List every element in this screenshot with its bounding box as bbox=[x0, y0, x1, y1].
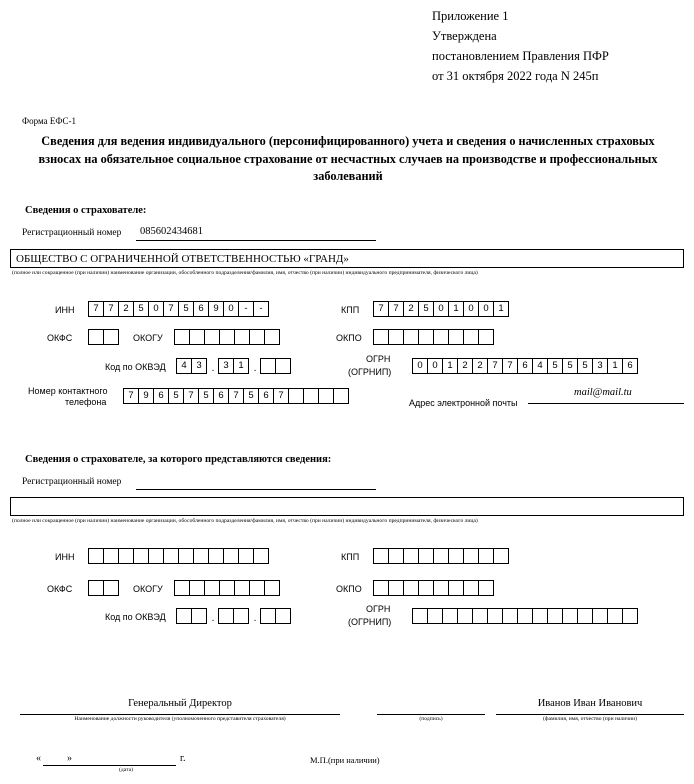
input-cell[interactable] bbox=[457, 608, 473, 624]
signature-rule bbox=[377, 714, 485, 715]
date-year-suffix: г. bbox=[180, 753, 186, 764]
okved-label-2: Код по ОКВЭД bbox=[105, 612, 166, 622]
input-cell[interactable] bbox=[517, 608, 533, 624]
input-cell[interactable] bbox=[403, 329, 419, 345]
input-cell[interactable] bbox=[288, 388, 304, 404]
input-cell[interactable] bbox=[487, 608, 503, 624]
okved-cells-1[interactable] bbox=[176, 358, 291, 374]
input-cell[interactable] bbox=[442, 608, 458, 624]
input-cell[interactable] bbox=[193, 548, 209, 564]
inn-label-2: ИНН bbox=[55, 552, 75, 562]
input-cell[interactable] bbox=[233, 608, 249, 624]
okved-label-1: Код по ОКВЭД bbox=[105, 362, 166, 372]
ogrn-label-2-line1: ОГРН bbox=[366, 604, 391, 614]
input-cell[interactable] bbox=[174, 580, 190, 596]
input-cell[interactable]: 7 bbox=[88, 301, 104, 317]
okfs-label-2: ОКФС bbox=[47, 584, 73, 594]
approval-block bbox=[432, 6, 609, 86]
ogrn-cells-2[interactable] bbox=[412, 608, 638, 624]
input-cell[interactable]: 0 bbox=[148, 301, 164, 317]
input-cell[interactable]: 7 bbox=[183, 388, 199, 404]
approval-line-1: Приложение 1 bbox=[432, 9, 509, 23]
input-cell[interactable] bbox=[253, 548, 269, 564]
input-cell[interactable] bbox=[88, 548, 104, 564]
input-cell[interactable] bbox=[607, 608, 623, 624]
input-cell[interactable] bbox=[493, 548, 509, 564]
input-cell[interactable] bbox=[88, 329, 104, 345]
okogu-cells-1[interactable] bbox=[174, 329, 280, 345]
input-cell[interactable] bbox=[176, 608, 192, 624]
input-cell[interactable] bbox=[448, 329, 464, 345]
input-cell[interactable]: 2 bbox=[118, 301, 134, 317]
input-cell[interactable]: 9 bbox=[138, 388, 154, 404]
input-cell[interactable]: 7 bbox=[163, 301, 179, 317]
input-cell[interactable]: 5 bbox=[168, 388, 184, 404]
input-cell[interactable] bbox=[388, 329, 404, 345]
director-position-value[interactable]: Генеральный Директор bbox=[128, 698, 232, 709]
input-cell[interactable] bbox=[204, 329, 220, 345]
okfs-cells-1[interactable] bbox=[88, 329, 119, 345]
input-cell[interactable]: 5 bbox=[243, 388, 259, 404]
reg-number-label-1: Регистрационный номер bbox=[22, 228, 122, 238]
director-fio-value[interactable]: Иванов Иван Иванович bbox=[537, 698, 643, 709]
input-cell[interactable] bbox=[204, 580, 220, 596]
kpp-label-1: КПП bbox=[341, 305, 360, 315]
ogrn-cells-1[interactable] bbox=[412, 358, 638, 374]
kpp-cells-2[interactable] bbox=[373, 548, 509, 564]
position-rule bbox=[20, 714, 340, 715]
phone-label-line2: телефона bbox=[65, 397, 107, 407]
input-cell[interactable] bbox=[463, 329, 479, 345]
input-cell[interactable]: 1 bbox=[607, 358, 623, 374]
input-cell[interactable] bbox=[562, 608, 578, 624]
input-cell[interactable] bbox=[333, 388, 349, 404]
stamp-note: М.П.(при наличии) bbox=[310, 755, 380, 765]
input-cell[interactable] bbox=[433, 580, 449, 596]
fio-caption: (фамилия, имя, отчество (при наличии) bbox=[543, 716, 637, 722]
input-cell[interactable] bbox=[478, 580, 494, 596]
input-cell[interactable] bbox=[418, 329, 434, 345]
email-rule bbox=[528, 403, 684, 404]
input-cell[interactable]: 6 bbox=[517, 358, 533, 374]
org-name-caption-1: (полное или сокращенное (при наличии) наименование организации, обособленного подразделения/фамилия, имя, отчество (при наличии) индивидуального предпринимателя, физического лица) bbox=[12, 270, 478, 276]
input-cell[interactable] bbox=[275, 358, 291, 374]
input-cell[interactable]: 0 bbox=[463, 301, 479, 317]
reg-number-label-2: Регистрационный номер bbox=[22, 477, 122, 487]
cell-separator-dot: . bbox=[211, 363, 215, 374]
input-cell[interactable]: 2 bbox=[403, 301, 419, 317]
input-cell[interactable]: 2 bbox=[472, 358, 488, 374]
input-cell[interactable]: 3 bbox=[218, 358, 234, 374]
input-cell[interactable] bbox=[478, 329, 494, 345]
ogrn-label-1-line1: ОГРН bbox=[366, 354, 391, 364]
input-cell[interactable] bbox=[427, 608, 443, 624]
input-cell[interactable] bbox=[174, 329, 190, 345]
ogrn-label-2-line2: (ОГРНИП) bbox=[348, 617, 392, 627]
input-cell[interactable] bbox=[249, 329, 265, 345]
input-cell[interactable] bbox=[218, 608, 234, 624]
reg-number-rule-1 bbox=[136, 240, 376, 241]
input-cell[interactable]: 1 bbox=[448, 301, 464, 317]
okpo-cells-2[interactable] bbox=[373, 580, 494, 596]
input-cell[interactable]: 7 bbox=[103, 301, 119, 317]
okfs-label-1: ОКФС bbox=[47, 333, 73, 343]
input-cell[interactable] bbox=[388, 548, 404, 564]
input-cell[interactable] bbox=[249, 580, 265, 596]
input-cell[interactable] bbox=[463, 548, 479, 564]
input-cell[interactable]: 0 bbox=[433, 301, 449, 317]
input-cell[interactable] bbox=[260, 358, 276, 374]
input-cell[interactable]: 6 bbox=[153, 388, 169, 404]
cell-separator-dot: . bbox=[253, 613, 257, 624]
input-cell[interactable] bbox=[463, 580, 479, 596]
input-cell[interactable]: 7 bbox=[123, 388, 139, 404]
input-cell[interactable]: 6 bbox=[213, 388, 229, 404]
reg-number-value-1[interactable]: 085602434681 bbox=[140, 226, 203, 237]
input-cell[interactable]: 5 bbox=[562, 358, 578, 374]
input-cell[interactable]: 1 bbox=[233, 358, 249, 374]
okpo-label-1: ОКПО bbox=[336, 333, 362, 343]
input-cell[interactable] bbox=[373, 580, 389, 596]
okogu-label-1: ОКОГУ bbox=[133, 333, 163, 343]
cell-separator-dot: . bbox=[253, 363, 257, 374]
org-name-caption-2: (полное или сокращенное (при наличии) наименование организации, обособленного подразделения/фамилия, имя, отчество (при наличии) индивидуального предпринимателя, физического лица) bbox=[12, 518, 478, 524]
input-cell[interactable] bbox=[388, 580, 404, 596]
date-quote-open: « bbox=[36, 753, 41, 764]
input-cell[interactable] bbox=[403, 580, 419, 596]
input-cell[interactable]: 5 bbox=[178, 301, 194, 317]
position-caption: Наименование должности руководителя (уполномоченного представителя страхователя) bbox=[74, 716, 286, 722]
input-cell[interactable]: 5 bbox=[418, 301, 434, 317]
date-quote-close: » bbox=[67, 753, 72, 764]
cell-separator-dot: . bbox=[211, 613, 215, 624]
input-cell[interactable] bbox=[448, 580, 464, 596]
phone-cells[interactable] bbox=[123, 388, 349, 404]
input-cell[interactable] bbox=[592, 608, 608, 624]
approval-line-2: Утверждена bbox=[432, 29, 497, 43]
okfs-cells-2[interactable] bbox=[88, 580, 119, 596]
phone-label-line1: Номер контактного bbox=[28, 386, 108, 396]
input-cell[interactable]: 0 bbox=[478, 301, 494, 317]
input-cell[interactable] bbox=[178, 548, 194, 564]
inn-label-1: ИНН bbox=[55, 305, 75, 315]
input-cell[interactable]: 7 bbox=[228, 388, 244, 404]
input-cell[interactable] bbox=[303, 388, 319, 404]
input-cell[interactable] bbox=[547, 608, 563, 624]
org-name-box-2[interactable] bbox=[10, 497, 684, 516]
input-cell[interactable]: 1 bbox=[442, 358, 458, 374]
input-cell[interactable] bbox=[223, 548, 239, 564]
date-month-rule bbox=[76, 765, 176, 766]
input-cell[interactable]: - bbox=[238, 301, 254, 317]
input-cell[interactable]: 0 bbox=[427, 358, 443, 374]
input-cell[interactable] bbox=[163, 548, 179, 564]
input-cell[interactable] bbox=[478, 548, 494, 564]
input-cell[interactable] bbox=[219, 580, 235, 596]
input-cell[interactable] bbox=[318, 388, 334, 404]
input-cell[interactable] bbox=[433, 329, 449, 345]
input-cell[interactable]: 1 bbox=[493, 301, 509, 317]
input-cell[interactable] bbox=[133, 548, 149, 564]
email-label: Адрес электронной почты bbox=[409, 398, 518, 408]
input-cell[interactable] bbox=[148, 548, 164, 564]
input-cell[interactable]: 5 bbox=[133, 301, 149, 317]
reg-number-rule-2 bbox=[136, 489, 376, 490]
input-cell[interactable]: 6 bbox=[193, 301, 209, 317]
okpo-cells-1[interactable] bbox=[373, 329, 494, 345]
input-cell[interactable]: 7 bbox=[388, 301, 404, 317]
approval-line-4: от 31 октября 2022 года N 245п bbox=[432, 69, 599, 83]
kpp-cells-1[interactable] bbox=[373, 301, 509, 317]
inn-cells-1[interactable] bbox=[88, 301, 269, 317]
input-cell[interactable] bbox=[373, 329, 389, 345]
input-cell[interactable]: 3 bbox=[592, 358, 608, 374]
input-cell[interactable] bbox=[103, 580, 119, 596]
page-title: Сведения для ведения индивидуального (персонифицированного) учета и сведения о начисленных страховых взносах на обязательное социальное страхование от несчастных случаев на производстве и профессиональных заболеваний bbox=[38, 134, 658, 183]
input-cell[interactable]: 2 bbox=[457, 358, 473, 374]
okogu-label-2: ОКОГУ bbox=[133, 584, 163, 594]
input-cell[interactable]: 9 bbox=[208, 301, 224, 317]
input-cell[interactable]: 7 bbox=[373, 301, 389, 317]
input-cell[interactable] bbox=[472, 608, 488, 624]
input-cell[interactable] bbox=[373, 548, 389, 564]
input-cell[interactable] bbox=[275, 608, 291, 624]
input-cell[interactable] bbox=[418, 580, 434, 596]
input-cell[interactable]: 5 bbox=[198, 388, 214, 404]
input-cell[interactable] bbox=[448, 548, 464, 564]
input-cell[interactable]: 5 bbox=[547, 358, 563, 374]
input-cell[interactable] bbox=[219, 329, 235, 345]
input-cell[interactable] bbox=[412, 608, 428, 624]
email-value[interactable]: mail@mail.tu bbox=[574, 387, 632, 398]
input-cell[interactable]: 4 bbox=[176, 358, 192, 374]
form-code: Форма ЕФС-1 bbox=[22, 116, 76, 126]
input-cell[interactable] bbox=[577, 608, 593, 624]
fio-rule bbox=[496, 714, 684, 715]
input-cell[interactable] bbox=[418, 548, 434, 564]
input-cell[interactable] bbox=[433, 548, 449, 564]
input-cell[interactable] bbox=[103, 548, 119, 564]
input-cell[interactable] bbox=[532, 608, 548, 624]
okpo-label-2: ОКПО bbox=[336, 584, 362, 594]
input-cell[interactable]: 4 bbox=[532, 358, 548, 374]
input-cell[interactable]: 6 bbox=[622, 358, 638, 374]
input-cell[interactable]: 3 bbox=[191, 358, 207, 374]
input-cell[interactable] bbox=[88, 580, 104, 596]
input-cell[interactable]: 7 bbox=[487, 358, 503, 374]
section-2-heading: Сведения о страхователе, за которого представляются сведения: bbox=[25, 454, 332, 465]
input-cell[interactable] bbox=[208, 548, 224, 564]
input-cell[interactable]: 0 bbox=[412, 358, 428, 374]
input-cell[interactable] bbox=[234, 329, 250, 345]
okogu-cells-2[interactable] bbox=[174, 580, 280, 596]
approval-line-3: постановлением Правления ПФР bbox=[432, 49, 609, 63]
input-cell[interactable] bbox=[189, 329, 205, 345]
inn-cells-2[interactable] bbox=[88, 548, 269, 564]
input-cell[interactable] bbox=[264, 329, 280, 345]
input-cell[interactable] bbox=[260, 608, 276, 624]
input-cell[interactable] bbox=[502, 608, 518, 624]
input-cell[interactable] bbox=[238, 548, 254, 564]
input-cell[interactable] bbox=[103, 329, 119, 345]
org-name-box-1[interactable]: ОБЩЕСТВО С ОГРАНИЧЕННОЙ ОТВЕТСТВЕННОСТЬЮ «ГРАНД» bbox=[10, 249, 684, 268]
input-cell[interactable]: 7 bbox=[273, 388, 289, 404]
ogrn-label-1-line2: (ОГРНИП) bbox=[348, 367, 392, 377]
input-cell[interactable] bbox=[189, 580, 205, 596]
input-cell[interactable] bbox=[622, 608, 638, 624]
input-cell[interactable] bbox=[118, 548, 134, 564]
date-caption: (дата) bbox=[119, 767, 133, 773]
input-cell[interactable]: 7 bbox=[502, 358, 518, 374]
input-cell[interactable]: 5 bbox=[577, 358, 593, 374]
signature-caption: (подпись) bbox=[419, 716, 443, 722]
date-day-rule bbox=[43, 765, 76, 766]
section-1-heading: Сведения о страхователе: bbox=[25, 205, 147, 216]
input-cell[interactable]: - bbox=[253, 301, 269, 317]
input-cell[interactable]: 0 bbox=[223, 301, 239, 317]
input-cell[interactable] bbox=[234, 580, 250, 596]
input-cell[interactable] bbox=[403, 548, 419, 564]
input-cell[interactable]: 6 bbox=[258, 388, 274, 404]
kpp-label-2: КПП bbox=[341, 552, 360, 562]
okved-cells-2[interactable] bbox=[176, 608, 291, 624]
input-cell[interactable] bbox=[191, 608, 207, 624]
input-cell[interactable] bbox=[264, 580, 280, 596]
